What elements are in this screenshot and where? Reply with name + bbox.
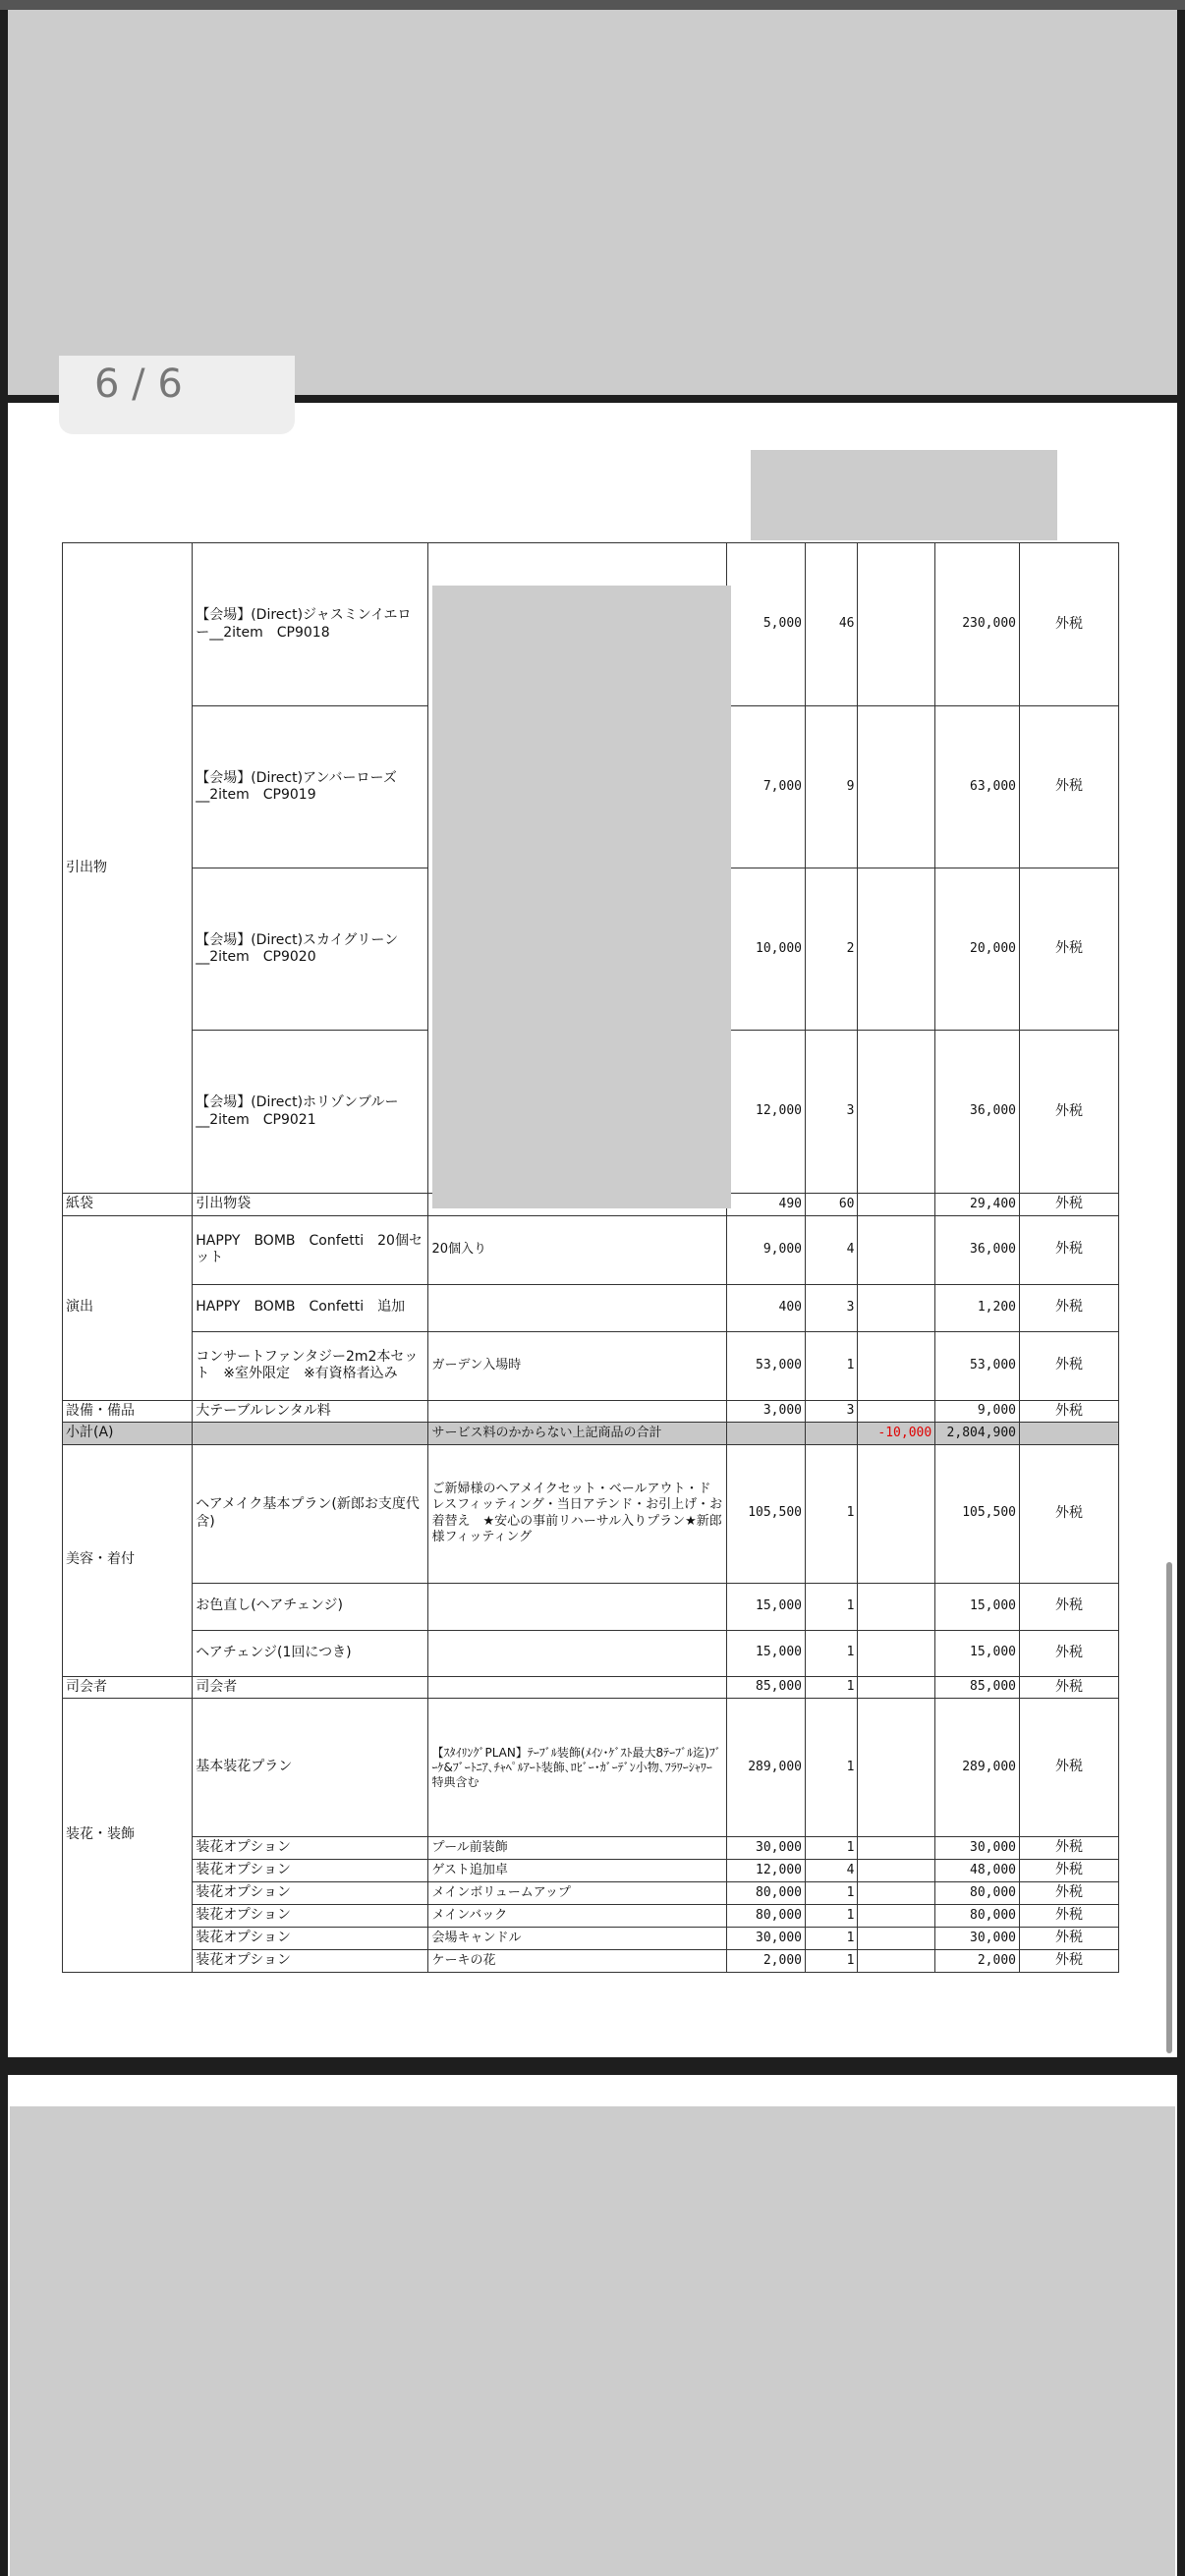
subtotal-description: サービス料のかからない上記商品の合計: [428, 1423, 727, 1445]
discount: [858, 1215, 935, 1284]
category-cell: 司会者: [63, 1676, 193, 1699]
amount: 15,000: [935, 1583, 1020, 1630]
tax-type: 外税: [1020, 1837, 1119, 1860]
quantity: 46: [806, 543, 858, 706]
item-name: 【会場】(Direct)スカイグリーン__2item CP9020: [193, 868, 428, 1031]
quantity: 1: [806, 1331, 858, 1400]
table-row: [63, 1950, 1119, 1973]
amount: 53,000: [935, 1331, 1020, 1400]
discount: [858, 1583, 935, 1630]
quantity: 1: [806, 1882, 858, 1905]
quantity: 1: [806, 1699, 858, 1837]
item-name: 引出物袋: [193, 1194, 428, 1216]
quantity: 1: [806, 1583, 858, 1630]
blank-cell: [193, 1423, 428, 1445]
blank-cell: [727, 1423, 806, 1445]
quantity: 1: [806, 1444, 858, 1583]
quantity: 1: [806, 1905, 858, 1928]
discount: [858, 1444, 935, 1583]
quantity: 3: [806, 1031, 858, 1194]
item-description: 【ｽﾀｲﾘﾝｸﾞPLAN】ﾃｰﾌﾞﾙ装飾(ﾒｲﾝ･ｹﾞｽﾄ最大8ﾃｰﾌﾞﾙ迄)ﾌﾞｰｹ&ﾌﾞｰﾄﾆｱ､ﾁｬﾍﾟﾙｱｰﾄ装飾､ﾛﾋﾞｰ･ｶﾞｰﾃﾞﾝ小物､ﾌﾗﾜｰｼｬﾜｰ特典含む: [428, 1699, 727, 1837]
discount: [858, 868, 935, 1031]
quantity: 1: [806, 1630, 858, 1676]
item-description: ケーキの花: [428, 1950, 727, 1973]
quantity: 1: [806, 1837, 858, 1860]
unit-price: 30,000: [727, 1928, 806, 1950]
unit-price: 9,000: [727, 1215, 806, 1284]
discount: [858, 543, 935, 706]
tax-type: 外税: [1020, 1444, 1119, 1583]
item-description: [428, 1284, 727, 1331]
blank-cell: [1020, 1423, 1119, 1445]
unit-price: 2,000: [727, 1950, 806, 1973]
table-row: [63, 1676, 1119, 1699]
item-description: ガーデン入場時: [428, 1331, 727, 1400]
item-name: ヘアメイク基本プラン(新郎お支度代含): [193, 1444, 428, 1583]
quantity: 4: [806, 1860, 858, 1882]
document-page[interactable]: [8, 403, 1177, 2057]
discount: [858, 1400, 935, 1423]
redacted-description-block: [432, 586, 731, 1208]
discount: [858, 1699, 935, 1837]
item-name: 装花オプション: [193, 1882, 428, 1905]
page-counter: [59, 356, 295, 434]
amount: 63,000: [935, 706, 1020, 868]
table-row: [63, 1928, 1119, 1950]
tax-type: 外税: [1020, 1905, 1119, 1928]
tax-type: 外税: [1020, 1860, 1119, 1882]
unit-price: 80,000: [727, 1905, 806, 1928]
unit-price: 53,000: [727, 1331, 806, 1400]
tax-type: 外税: [1020, 868, 1119, 1031]
quantity: 60: [806, 1194, 858, 1216]
item-name: お色直し(ヘアチェンジ): [193, 1583, 428, 1630]
table-row: [63, 1860, 1119, 1882]
amount: 30,000: [935, 1928, 1020, 1950]
amount: 48,000: [935, 1860, 1020, 1882]
tax-type: 外税: [1020, 706, 1119, 868]
item-name: 装花オプション: [193, 1837, 428, 1860]
discount: [858, 1331, 935, 1400]
item-description: [428, 1400, 727, 1423]
category-cell: 美容・着付: [63, 1444, 193, 1676]
item-name: 装花オプション: [193, 1950, 428, 1973]
category-cell: 設備・備品: [63, 1400, 193, 1423]
table-row: [63, 1699, 1119, 1837]
amount: 289,000: [935, 1699, 1020, 1837]
item-name: HAPPY BOMB Confetti 追加: [193, 1284, 428, 1331]
unit-price: 289,000: [727, 1699, 806, 1837]
discount: [858, 1284, 935, 1331]
item-name: 【会場】(Direct)ジャスミンイエロー__2item CP9018: [193, 543, 428, 706]
category-cell: 演出: [63, 1215, 193, 1400]
tax-type: 外税: [1020, 1215, 1119, 1284]
table-row: [63, 1331, 1119, 1400]
amount: 85,000: [935, 1676, 1020, 1699]
discount: [858, 1676, 935, 1699]
item-description: メインボリュームアップ: [428, 1882, 727, 1905]
unit-price: 400: [727, 1284, 806, 1331]
discount: [858, 1950, 935, 1973]
item-name: 装花オプション: [193, 1860, 428, 1882]
amount: 80,000: [935, 1882, 1020, 1905]
unit-price: 85,000: [727, 1676, 806, 1699]
item-description: ゲスト追加卓: [428, 1860, 727, 1882]
amount: 30,000: [935, 1837, 1020, 1860]
item-description: 会場キャンドル: [428, 1928, 727, 1950]
item-name: 【会場】(Direct)ホリゾンブルー__2item CP9021: [193, 1031, 428, 1194]
discount: [858, 706, 935, 868]
tax-type: 外税: [1020, 1676, 1119, 1699]
item-description: [428, 1583, 727, 1630]
table-row: [63, 1630, 1119, 1676]
unit-price: 15,000: [727, 1630, 806, 1676]
subtotal-amount: 2,804,900: [935, 1423, 1020, 1445]
subtotal-discount: -10,000: [858, 1423, 935, 1445]
tax-type: 外税: [1020, 1630, 1119, 1676]
discount: [858, 1194, 935, 1216]
quantity: 2: [806, 868, 858, 1031]
unit-price: 12,000: [727, 1860, 806, 1882]
quantity: 3: [806, 1284, 858, 1331]
unit-price: 7,000: [727, 706, 806, 868]
tax-type: 外税: [1020, 1699, 1119, 1837]
table-row: [63, 1905, 1119, 1928]
quantity: 3: [806, 1400, 858, 1423]
amount: 29,400: [935, 1194, 1020, 1216]
item-name: 基本装花プラン: [193, 1699, 428, 1837]
subtotal-label: 小計(A): [63, 1423, 193, 1445]
redacted-customer-block: [751, 450, 1057, 540]
item-description: [428, 1676, 727, 1699]
unit-price: 490: [727, 1194, 806, 1216]
table-row: [63, 1215, 1119, 1284]
tax-type: 外税: [1020, 543, 1119, 706]
unit-price: 5,000: [727, 543, 806, 706]
item-name: ヘアチェンジ(1回につき): [193, 1630, 428, 1676]
discount: [858, 1928, 935, 1950]
item-name: 大テーブルレンタル料: [193, 1400, 428, 1423]
quantity: 9: [806, 706, 858, 868]
amount: 9,000: [935, 1400, 1020, 1423]
amount: 230,000: [935, 543, 1020, 706]
item-description: [428, 1630, 727, 1676]
tax-type: 外税: [1020, 1194, 1119, 1216]
tax-type: 外税: [1020, 1331, 1119, 1400]
tax-type: 外税: [1020, 1400, 1119, 1423]
table-row: [63, 1882, 1119, 1905]
tax-type: 外税: [1020, 1284, 1119, 1331]
item-description: メインバック: [428, 1905, 727, 1928]
tax-type: 外税: [1020, 1583, 1119, 1630]
quantity: 1: [806, 1928, 858, 1950]
table-row: [63, 1837, 1119, 1860]
category-cell: 装花・装飾: [63, 1699, 193, 1973]
page-counter-label: 6 / 6: [94, 362, 183, 407]
amount: 20,000: [935, 868, 1020, 1031]
quantity: 1: [806, 1950, 858, 1973]
item-name: HAPPY BOMB Confetti 20個セット: [193, 1215, 428, 1284]
discount: [858, 1905, 935, 1928]
amount: 80,000: [935, 1905, 1020, 1928]
tax-type: 外税: [1020, 1882, 1119, 1905]
discount: [858, 1031, 935, 1194]
table-row: [63, 1284, 1119, 1331]
tax-type: 外税: [1020, 1928, 1119, 1950]
amount: 2,000: [935, 1950, 1020, 1973]
item-name: 装花オプション: [193, 1905, 428, 1928]
table-row: [63, 1400, 1119, 1423]
discount: [858, 1630, 935, 1676]
unit-price: 105,500: [727, 1444, 806, 1583]
discount: [858, 1860, 935, 1882]
table-row: [63, 1444, 1119, 1583]
item-name: 司会者: [193, 1676, 428, 1699]
item-description: プール前装飾: [428, 1837, 727, 1860]
discount: [858, 1882, 935, 1905]
unit-price: 80,000: [727, 1882, 806, 1905]
amount: 36,000: [935, 1031, 1020, 1194]
item-description: 20個入り: [428, 1215, 727, 1284]
top-strip: [0, 0, 1185, 10]
amount: 105,500: [935, 1444, 1020, 1583]
tax-type: 外税: [1020, 1950, 1119, 1973]
category-cell: 紙袋: [63, 1194, 193, 1216]
quantity: 1: [806, 1676, 858, 1699]
unit-price: 3,000: [727, 1400, 806, 1423]
item-name: 装花オプション: [193, 1928, 428, 1950]
amount: 1,200: [935, 1284, 1020, 1331]
tax-type: 外税: [1020, 1031, 1119, 1194]
unit-price: 15,000: [727, 1583, 806, 1630]
discount: [858, 1837, 935, 1860]
unit-price: 12,000: [727, 1031, 806, 1194]
scrollbar-thumb[interactable]: [1166, 1562, 1172, 2053]
category-cell: 引出物: [63, 543, 193, 1194]
redacted-next-page-block: [10, 2106, 1175, 2576]
unit-price: 30,000: [727, 1837, 806, 1860]
item-name: コンサートファンタジー2m2本セット ※室外限定 ※有資格者込み: [193, 1331, 428, 1400]
table-row: [63, 1583, 1119, 1630]
quantity: 4: [806, 1215, 858, 1284]
item-description: ご新婦様のヘアメイクセット・ベールアウト・ドレスフィッティング・当日アテンド・お引上げ・お着替え ★安心の事前リハーサル入りプラン★新郎様フィッティング: [428, 1444, 727, 1583]
amount: 15,000: [935, 1630, 1020, 1676]
blank-cell: [806, 1423, 858, 1445]
amount: 36,000: [935, 1215, 1020, 1284]
subtotal-row: [63, 1423, 1119, 1445]
redacted-header-block: [8, 10, 1177, 395]
item-name: 【会場】(Direct)アンバーローズ__2item CP9019: [193, 706, 428, 868]
unit-price: 10,000: [727, 868, 806, 1031]
